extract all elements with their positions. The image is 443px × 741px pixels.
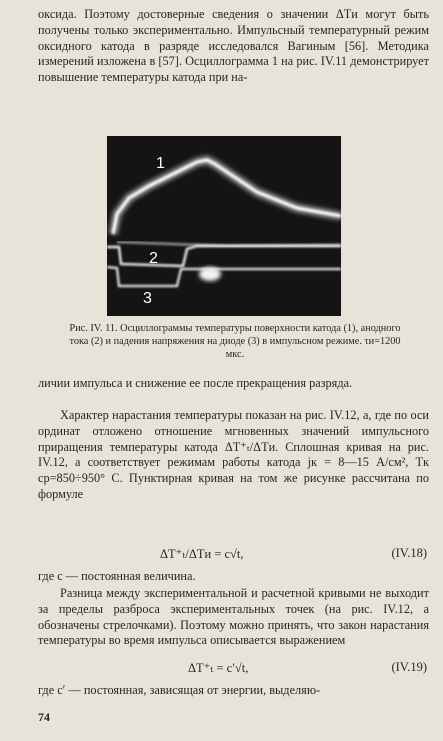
trace-3	[107, 267, 341, 286]
curve-label-2: 2	[149, 250, 158, 267]
page-number: 74	[38, 710, 50, 724]
trace-1	[113, 160, 341, 234]
curve-label-1: 1	[156, 155, 165, 172]
continuation-paragraph: личии импульса и снижение ее после прекращения разряда.	[38, 376, 353, 390]
light-spot	[199, 267, 221, 281]
oscillogram-figure	[107, 136, 341, 316]
top-paragraph: оксида. Поэтому достоверные сведения о значении ΔTи могут быть получены только экспериментально. Импульсный температурный режим оксидного катода в разряде исследовался Вагиным [56]. Методика измерений изложена в [57]. Осциллограмма 1 на рис. IV.11 демонстрирует повышение температуры катода при на-	[38, 7, 429, 85]
figure-caption: Рис. IV. 11. Осциллограммы температуры поверхности катода (1), анодного тока (2) и падения напряжения на диоде (3) в импульсном режиме. τи=1200 мкс.	[69, 323, 401, 360]
character-paragraph: Характер нарастания температуры показан на рис. IV.12, a, где по оси ординат отложено отношение мгновенных значений импульсного приращения температуры катода ΔT⁺ₜ/ΔTи. Сплошная кривая на рис. IV.12, a соответствует режимам работы катода jк = 8—15 А/см², Tк ср=850÷950° С. Пунктирная кривая на том же рисунке рассчитана по формуле	[38, 408, 429, 501]
where-c-prime-paragraph: где c′ — постоянная, зависящая от энергии, выделяю-	[38, 683, 321, 697]
curve-label-3: 3	[143, 290, 152, 307]
formula-expression: ΔT⁺ₜ = c′√t,	[188, 661, 249, 675]
formula-iv-19	[38, 660, 429, 678]
formula-iv-18	[38, 546, 429, 564]
difference-paragraph: Разница между экспериментальной и расчетной кривыми не выходит за пределы разброса экспериментальных точек (на рис. IV.12, a обозначены стрелочками). Поэтому можно принять, что закон нарастания температуры во время импульса описывается выражением	[38, 586, 429, 648]
formula-number: (IV.19)	[391, 660, 427, 674]
where-c-paragraph: где с — постоянная величина.	[38, 569, 196, 583]
formula-number: (IV.18)	[391, 546, 427, 560]
trace-2	[107, 246, 341, 266]
formula-expression: ΔT⁺ₜ/ΔTи = c√t,	[160, 547, 244, 561]
oscillogram-image	[107, 136, 341, 316]
